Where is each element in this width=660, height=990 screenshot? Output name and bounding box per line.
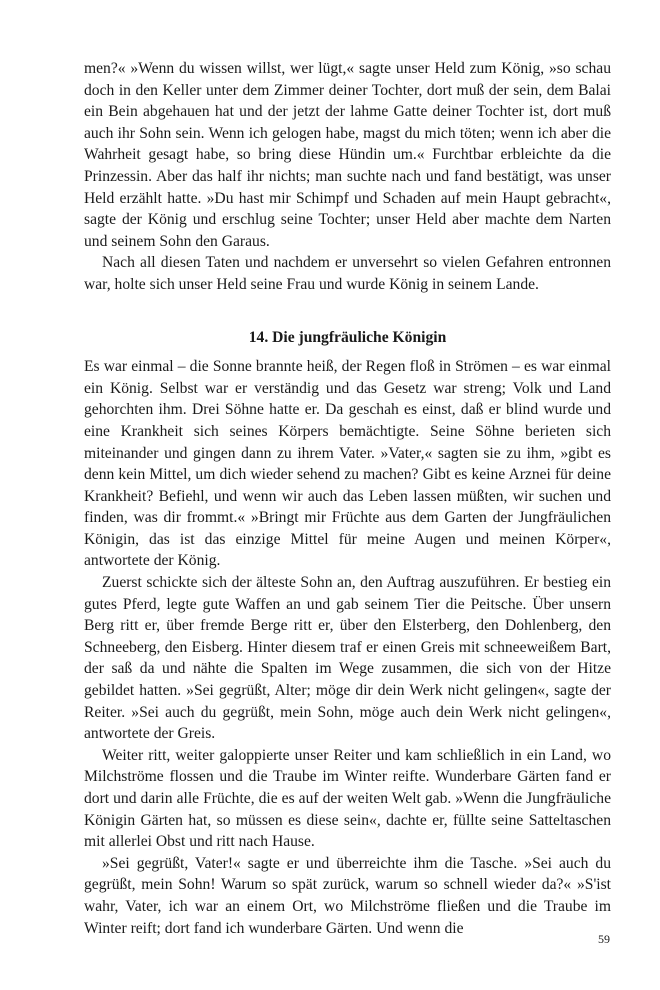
book-page — [84, 58, 611, 939]
paragraph: Nach all diesen Taten und nachdem er unversehrt so vielen Gefahren entronnen war, holte sich unser Held seine Frau und wurde König in seinem Lande. — [84, 254, 611, 293]
section-title: 14. Die jungfräuliche Königin — [248, 328, 447, 346]
page-number: 59 — [598, 932, 610, 946]
paragraph: Es war einmal – die Sonne brannte heiß, der Regen floß in Strömen – es war einmal ein König. Selbst war er verständig und das Gesetz war streng; Volk und Land gehorchten ihm. Drei Söhne hatte er. Da geschah es einst, daß er blind wurde und eine Krankheit sich seines Körpers bemächtigte. Seine Söhne berieten sich miteinander und gingen dann zu ihrem Vater. »Vater,« sagten sie zu ihm, »gibt es denn kein Mittel, um dich wieder sehend zu machen? Gibt es keine Arznei für deine Krankheit? Befiehl, und wenn wir auch das Leben lassen müßten, wir suchen und finden, was dir frommt.« »Bringt mir Früchte aus dem Garten der Jungfräulichen Königin, das ist das einzige Mittel für meine Augen und meinen Körper«, antwortete der König. — [84, 358, 611, 570]
paragraph: Zuerst schickte sich der älteste Sohn an, den Auftrag auszuführen. Er bestieg ein gutes Pferd, legte gute Waffen an und gab seinem Tier die Peitsche. Über unsern Berg ritt er, über fremde Berge ritt er, über den Elsterberg, den Dohlenberg, den Schneeberg, den Eisberg. Hinter diesem traf er einen Greis mit schneeweißem Bart, der saß da und nähte die Spalten im Wege zusammen, die sich von der Hitze gebildet hatten. »Sei gegrüßt, Alter; möge dir dein Werk nicht gelingen«, sagte der Reiter. »Sei auch du gegrüßt, mein Sohn, möge auch dein Werk nicht gelingen«, antwortete der Greis. — [84, 574, 611, 743]
paragraph: Weiter ritt, weiter galoppierte unser Reiter und kam schließlich in ein Land, wo Milchströme flossen und die Traube im Winter reifte. Wunderbare Gärten fand er dort und darin alle Früchte, die es auf der weiten Welt gab. »Wenn die Jungfräuliche Königin Gärten hat, so müssen es diese sein«, dachte er, füllte seine Satteltaschen mit allerlei Obst und ritt nach Hause. — [84, 746, 611, 851]
paragraph: men?« »Wenn du wissen willst, wer lügt,« sagte unser Held zum König, »so schau doch in den Keller unter dem Zimmer deiner Tochter, dort muß der sein, dem Balai ein Bein abgehauen hat und der jetzt der lahme Gatte deiner Tochter ist, dort muß auch ihr Sohn sein. Wenn ich gelogen habe, magst du mich töten; wenn ich aber die Wahrheit gesagt habe, so bring diese Hündin um.« Furchtbar erbleichte da die Prinzessin. Aber das half ihr nichts; man suchte nach und fand bestätigt, was unser Held erzählt hatte. »Du hast mir Schimpf und Schaden auf mein Haupt gebracht«, sagte der König und erschlug seine Tochter; unser Held aber machte dem Narten und seinem Sohn den Garaus. — [84, 60, 611, 250]
paragraph: »Sei gegrüßt, Vater!« sagte er und überreichte ihm die Tasche. »Sei auch du gegrüßt, mein Sohn! Warum so spät zurück, warum so schnell wieder da?« »S'ist wahr, Vater, ich war an einem Ort, wo Milchströme fließen und die Traube im Winter reift; dort fand ich wunderbare Gärten. Und wenn die — [84, 854, 611, 937]
